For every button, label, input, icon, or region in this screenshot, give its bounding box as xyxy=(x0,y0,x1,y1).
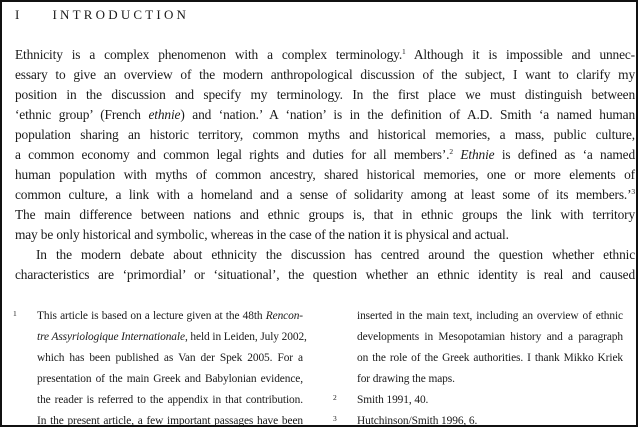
italic-term: Ethnie xyxy=(460,147,495,162)
line-text: common culture, a link with a homeland and a sense of solidarity among at least some of its members.’ xyxy=(15,187,632,202)
line-text: ) and ‘nation.’ A ‘nation’ is in the definition of A.D. Smith ‘a named human xyxy=(180,107,635,122)
body-line xyxy=(15,205,635,225)
line-text: In the modern debate about ethnicity the discussion has centred around the question whether ethnic xyxy=(36,247,635,262)
line-text: essary to give an overview of the modern anthropological discussion of the subject, I want to clarify my xyxy=(15,67,635,82)
line-text: Ethnicity is a complex phenomenon with a complex terminology. xyxy=(15,47,403,62)
line-text: In the present article, a few important passages have been xyxy=(37,415,303,427)
line-text: This article is based on a lecture given at the 48th xyxy=(37,310,266,322)
body-line xyxy=(15,185,635,205)
footnote-marker: 2 xyxy=(333,393,337,402)
line-text: may be only historical and symbolic, whereas in the case of the nation it is physical and actual. xyxy=(15,227,509,242)
footnote-marker: 1 xyxy=(13,309,17,318)
body-line xyxy=(15,45,635,65)
line-text: Hutchinson/Smith 1996, 6. xyxy=(357,415,478,427)
line-text: population sharing an historic territory, common myths and historical memories, a mass, public culture, xyxy=(15,127,635,142)
footnote-line xyxy=(357,327,623,348)
footnote-line xyxy=(37,390,303,411)
line-text: a common economy and common legal rights and duties for all members’. xyxy=(15,147,450,162)
body-line xyxy=(15,125,635,145)
body-line xyxy=(15,65,635,85)
footnote-line xyxy=(13,306,303,327)
footnote-ref: 1 xyxy=(402,47,406,56)
body-line xyxy=(15,245,635,265)
line-text: on the role of the Greek authorities. I thank Mikko Kriek xyxy=(357,352,623,364)
footnote-line xyxy=(357,306,623,327)
footnote-3 xyxy=(333,411,623,427)
body-line xyxy=(15,265,635,285)
line-text: human population with myths of common ancestry, shared historical memories, one or more elements of xyxy=(15,167,635,182)
footnote-marker: 3 xyxy=(333,414,337,423)
footnote-ref: 3 xyxy=(631,187,635,196)
body-line xyxy=(15,105,635,125)
line-text: Although it is impossible and unnec- xyxy=(405,47,635,62)
line-text: The main difference between nations and ethnic groups is, that in ethnic groups the link with territory xyxy=(15,207,635,222)
footnote-line xyxy=(37,348,303,369)
section-number: I xyxy=(15,7,23,22)
body-line xyxy=(15,165,635,185)
line-text: inserted in the main text, including an overview of ethnic xyxy=(357,310,623,322)
line-text: developments in Mesopotamian history and a paragraph xyxy=(357,331,623,343)
footnote-line xyxy=(357,348,623,369)
line-text: which has been published as Van der Spek 2005. For a xyxy=(37,352,303,364)
line-text: is defined as ‘a named xyxy=(494,147,636,162)
line-text: presentation of the main Greek and Babylonian evidence, xyxy=(37,373,303,385)
body-line xyxy=(15,85,635,105)
section-title: INTRODUCTION xyxy=(52,7,190,22)
footnote-2 xyxy=(333,390,623,411)
footnote-1 xyxy=(13,306,307,427)
italic-term: ethnie xyxy=(148,107,181,122)
footnote-ref: 2 xyxy=(449,147,453,156)
italic-term: Rencon- xyxy=(265,310,303,322)
line-text: for drawing the maps. xyxy=(357,373,455,385)
line-text: , held in Leiden, July 2002, xyxy=(184,331,307,343)
line-text: the reader is referred to the appendix in that contribution. xyxy=(37,394,303,406)
line-text: ‘ethnic group’ (French xyxy=(15,107,149,122)
line-text: Smith 1991, 40. xyxy=(357,394,429,406)
body-text xyxy=(15,45,635,285)
body-line xyxy=(15,145,635,165)
footnote-line xyxy=(37,369,303,390)
footnotes-right-column xyxy=(333,306,623,427)
body-line xyxy=(15,225,635,245)
section-heading xyxy=(15,7,189,23)
footnote-line xyxy=(357,369,623,390)
footnote-line xyxy=(37,411,303,427)
line-text: position in the discussion and specify my terminology. In the first place we must distinguish between xyxy=(15,87,635,102)
line-text: characteristics are ‘primordial’ or ‘situational’, the question whether an ethnic identity is real and caused xyxy=(15,267,635,282)
italic-term: tre Assyriologique Internationale xyxy=(37,331,185,343)
footnote-line xyxy=(37,327,307,348)
